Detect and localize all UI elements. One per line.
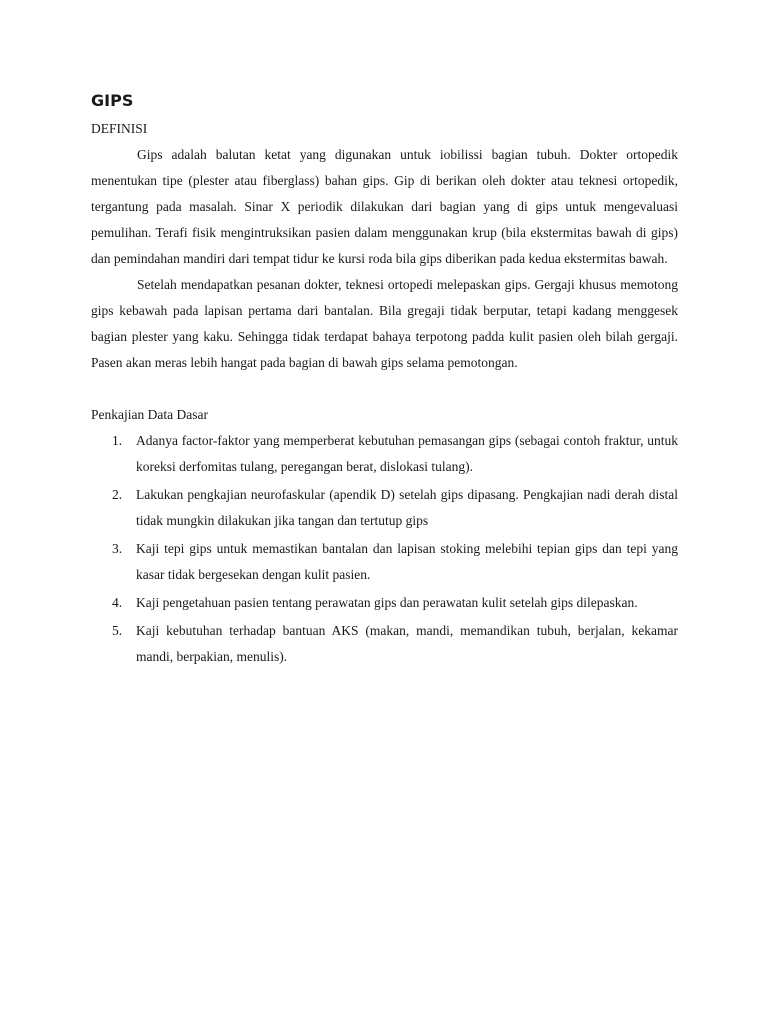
paragraph: Gips adalah balutan ketat yang digunakan untuk iobilissi bagian tubuh. Dokter ortopedik menentukan tipe (plester atau fiberglass) bahan gips. Gip di berikan oleh dokter atau teknesi ortopedik, tergantung pada masalah. Sinar X periodik dilakukan dari bagian yang di gips untuk mengevaluasi pemulihan. Terafi fisik mengintruksikan pasien dalam menggunakan krup (bila ekstermitas bawah di gips) dan pemindahan mandiri dari tempat tidur ke kursi roda bila gips diberikan pada kedua ekstermitas bawah. [91, 147, 678, 266]
list-item [91, 590, 678, 616]
section-heading-pengkajian: Penkajian Data Dasar [91, 407, 208, 422]
list-item [91, 536, 678, 588]
list-item-number: 2. [112, 487, 123, 502]
list-item-number: 5. [112, 623, 123, 638]
section-heading-definisi: DEFINISI [91, 121, 148, 136]
list-item-text: Kaji kebutuhan terhadap bantuan AKS (makan, mandi, memandikan tubuh, berjalan, kekamar mandi, berpakian, menulis). [136, 623, 678, 664]
list-item-number: 4. [112, 595, 123, 610]
list-item-text: Kaji pengetahuan pasien tentang perawatan gips dan perawatan kulit setelah gips dilepaskan. [136, 595, 638, 610]
list-item-text: Lakukan pengkajian neurofaskular (apendik D) setelah gips dipasang. Pengkajian nadi derah distal tidak mungkin dilakukan jika tangan dan tertutup gips [136, 487, 678, 528]
numbered-list [91, 428, 678, 670]
list-item [91, 618, 678, 670]
list-item [91, 428, 678, 480]
document-title: GIPS [91, 91, 134, 110]
paragraph: Setelah mendapatkan pesanan dokter, teknesi ortopedi melepaskan gips. Gergaji khusus memotong gips kebawah pada lapisan pertama dari bantalan. Bila gregaji tidak berputar, tetapi kadang menggesek bagian plester yang kaku. Sehingga tidak terdapat bahaya terpotong padda kulit pasien oleh bilah gergaji. Pasen akan meras lebih hangat pada bagian di bawah gips selama pemotongan. [91, 277, 678, 370]
document-page [91, 86, 678, 672]
list-item-text: Kaji tepi gips untuk memastikan bantalan dan lapisan stoking melebihi tepian gips dan tepi yang kasar tidak bergesekan dengan kulit pasien. [136, 541, 678, 582]
list-item-text: Adanya factor-faktor yang memperberat kebutuhan pemasangan gips (sebagai contoh fraktur, untuk koreksi derfomitas tulang, peregangan berat, dislokasi tulang). [136, 433, 678, 474]
blank-line [91, 376, 678, 402]
list-item-number: 1. [112, 433, 123, 448]
list-item-number: 3. [112, 541, 123, 556]
list-item [91, 482, 678, 534]
